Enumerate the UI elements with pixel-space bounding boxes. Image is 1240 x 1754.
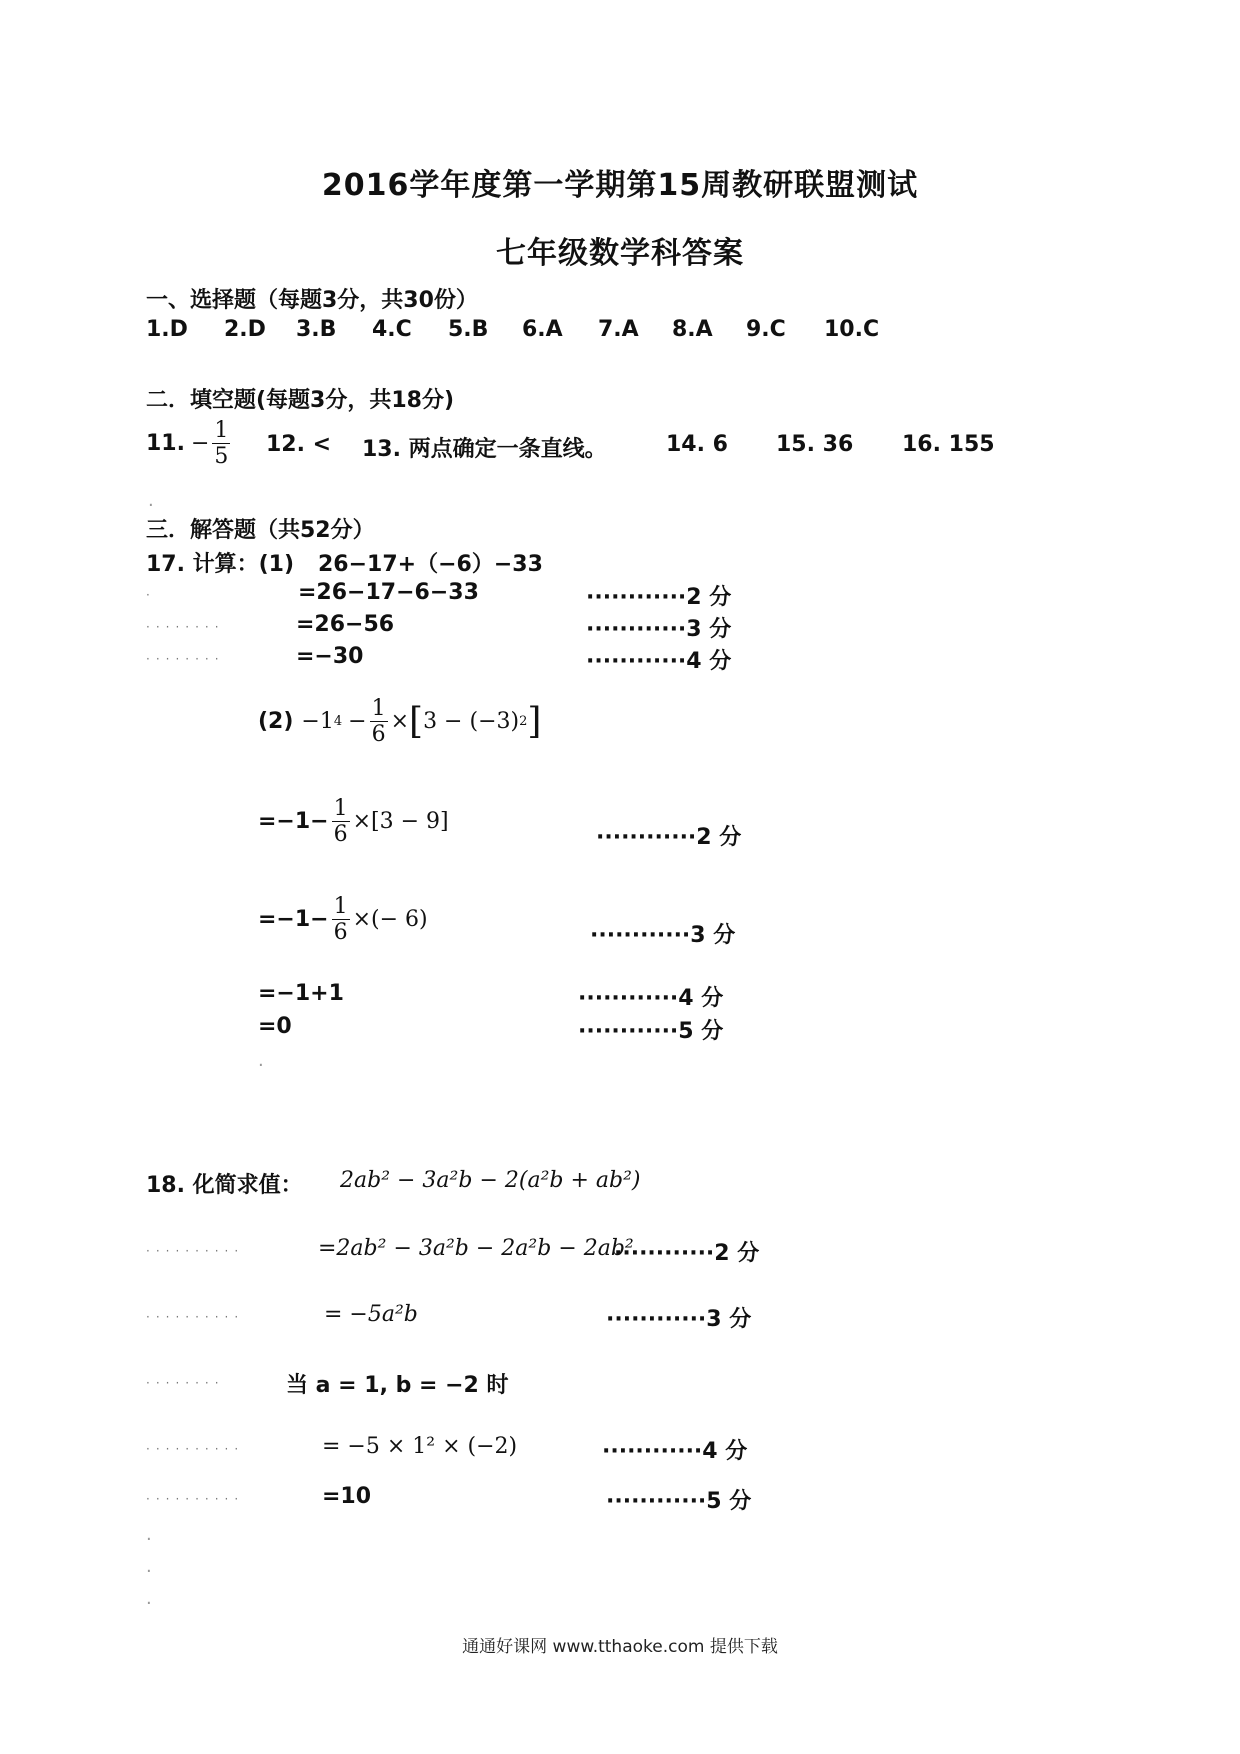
q11-sign: − [190,431,210,457]
leader-dots: ·········· [146,1244,245,1258]
answer-2: 2.D [224,317,266,342]
step-fraction [332,796,350,848]
q18-score-4: ············5 分 [606,1489,752,1514]
section-1-heading: 一、选择题（每题3分，共30份） [146,288,478,313]
right-bracket: ] [527,701,542,743]
q18-score-2: ············3 分 [606,1307,752,1332]
q17-2-lead: −1 [301,709,334,735]
q18-step-1: =2ab² − 3a²b − 2a²b − 2ab² [318,1236,634,1261]
q11-label: 11. [146,431,185,457]
q17-1-score-3: ············4 分 [586,649,732,674]
q17-2-step-1 [258,796,449,848]
step-prefix: =−1− [258,907,329,933]
step-suffix: ×(− 6) [352,907,428,933]
q18-condition: 当 a = 1, b = −2 时 [286,1373,509,1398]
stray-dot: . [146,1524,152,1545]
leader-dots: ·········· [146,1442,245,1456]
stray-dot: . [258,1050,264,1071]
fill-answer-12: 12. < [266,432,332,457]
q17-2-score-1: ············2 分 [596,825,742,850]
leader-dots: ·········· [146,1492,245,1506]
step-prefix: =−1− [258,809,329,835]
q11-numerator: 1 [214,418,229,443]
q17-2-exponent: 4 [333,714,343,730]
q18-score-3: ············4 分 [602,1439,748,1464]
q17-part-2-expression [258,696,541,748]
q18-step-4: =10 [322,1484,372,1509]
answer-5: 5.B [448,317,489,342]
page-title: 2016学年度第一学期第15周教研联盟测试 [321,168,919,203]
q17-1-step-2: =26−56 [296,612,395,637]
q17-2-score-3: ············4 分 [578,986,724,1011]
fraction-denominator: 6 [333,920,348,946]
answer-7: 7.A [598,317,639,342]
fraction-numerator: 1 [333,894,348,919]
q17-2-label: (2) [258,709,294,735]
fill-answer-11 [146,418,233,470]
fill-answer-13: 13. 两点确定一条直线。 [362,437,607,462]
leader-dots: ········ [146,620,225,634]
answer-4: 4.C [372,317,412,342]
times-sign: × [390,709,410,735]
left-bracket: [ [409,701,424,743]
answer-10: 10.C [824,317,880,342]
page-subtitle: 七年级数学科答案 [496,236,744,271]
q18-score-1: ············2 分 [614,1241,760,1266]
fraction-numerator: 1 [333,796,348,821]
footer-text: 通通好课网 www.tthaoke.com 提供下载 [462,1637,778,1657]
answer-9: 9.C [746,317,786,342]
q18-step-2: = −5a²b [324,1302,418,1327]
q17-2-step-4: =0 [258,1014,292,1039]
q17-2-score-2: ············3 分 [590,923,736,948]
q17-2-bracket-content: 3 − (−3) [423,709,520,735]
section-3-heading: 三．解答题（共52分） [146,518,375,543]
q17-1-step-3: =−30 [296,644,364,669]
q17-1-score-2: ············3 分 [586,617,732,642]
stray-dot: . [146,1588,152,1609]
step-suffix: ×[3 − 9] [352,809,449,835]
fraction-denominator: 6 [333,822,348,848]
q17-1-step-1: =26−17−6−33 [298,580,479,605]
leader-dots: ·········· [146,1310,245,1324]
q17-expression-1: 26−17+（−6）−33 [318,552,543,577]
leader-dots: ········ [146,652,225,666]
fill-answer-14: 14. 6 [666,432,728,457]
fraction-denominator: 6 [371,722,386,748]
q17-2-step-2 [258,894,428,946]
q17-2-step-3: =−1+1 [258,981,344,1006]
q17-2-fraction [370,696,388,748]
step-fraction [332,894,350,946]
fill-answer-15: 15. 36 [776,432,854,457]
leader-dots: · [146,588,156,602]
answer-6: 6.A [522,317,563,342]
answer-1: 1.D [146,317,188,342]
fraction-numerator: 1 [371,696,386,721]
q18-label: 18. 化简求值： [146,1173,303,1198]
q18-expression: 2ab² − 3a²b − 2(a²b + ab²) [340,1168,641,1193]
q17-2-bracket-exponent: 2 [519,714,528,730]
q17-2-score-4: ············5 分 [578,1019,724,1044]
q11-denominator: 5 [214,444,229,470]
section-2-heading: 二．填空题(每题3分，共18分) [146,388,455,413]
answer-3: 3.B [296,317,337,342]
fill-answer-16: 16. 155 [902,432,995,457]
stray-dot: . [148,490,154,511]
q17-1-score-1: ············2 分 [586,585,732,610]
q17-label: 17. 计算：(1) [146,552,295,577]
answer-8: 8.A [672,317,713,342]
q11-fraction [212,418,230,470]
q18-step-3: = −5 × 1² × (−2) [322,1434,518,1459]
stray-dot: . [146,1556,152,1577]
q17-2-minus: − [348,709,367,735]
leader-dots: ········ [146,1376,225,1390]
